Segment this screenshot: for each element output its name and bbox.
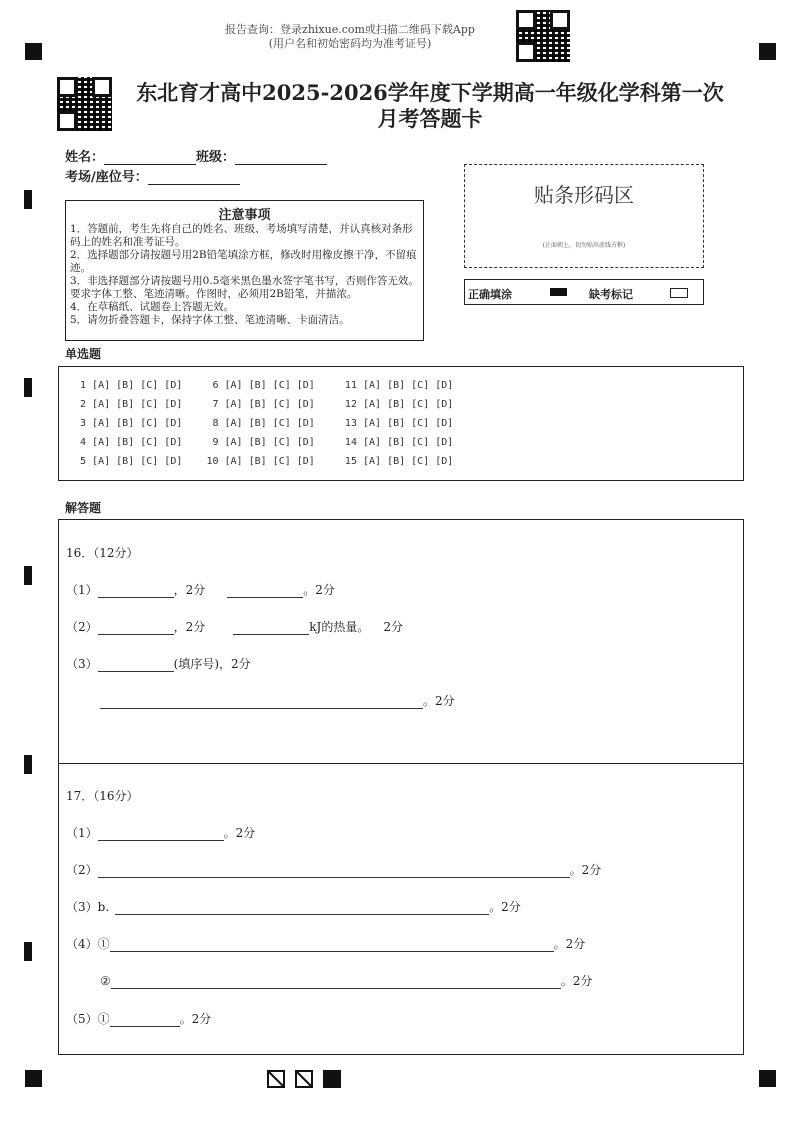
q16-p2-score1: ，2分: [173, 620, 206, 634]
q16-part3: [66, 655, 251, 672]
q17-p4-score2: 。2分: [560, 974, 593, 988]
class-label: 班级：: [196, 150, 236, 165]
notice-item: 4．在草稿纸、试题卷上答题无效。: [70, 301, 235, 313]
notice-title: 注意事项: [218, 208, 271, 223]
q17-p3-score: 。2分: [489, 900, 521, 914]
barcode-title: 贴条形码区: [534, 183, 634, 207]
correct-fill-sample-icon: [550, 288, 567, 296]
q16-heading: 16．（12分）: [66, 546, 139, 560]
q17-p1-score: 。2分: [223, 826, 256, 840]
page-mark-filled-icon: [323, 1070, 341, 1088]
q16-p2-score2: 2分: [383, 620, 404, 634]
q17-p3-blank[interactable]: [115, 902, 489, 915]
q16-p2-unit: kJ的热量。: [309, 620, 370, 634]
q17-p4-choice2: ②: [100, 974, 111, 988]
app-qr-code-icon: [516, 10, 570, 62]
q16-p1-score1: ，2分: [173, 583, 206, 597]
q17-p1-blank[interactable]: [98, 828, 224, 841]
corner-mark-bottom-right: [759, 1070, 776, 1087]
name-label: 姓名：: [65, 150, 105, 165]
mc-row[interactable]: 1 [A] [B] [C] [D] 6 [A] [B] [C] [D] 11 [A] [B] [C] [D]: [74, 380, 454, 391]
mc-row[interactable]: 3 [A] [B] [C] [D] 8 [A] [B] [C] [D] 13 [A] [B] [C] [D]: [74, 418, 454, 429]
q17-p3-label: （3）: [66, 900, 98, 914]
corner-mark-top-right: [759, 43, 776, 60]
q17-heading: 17．（16分）: [66, 789, 139, 803]
barcode-note: (正面朝上，切勿贴出虚线方框): [542, 242, 626, 249]
barcode-area: [464, 164, 704, 268]
notice-item: 3．非选择题部分请按题号用0.5毫米黑色墨水签字笔书写，否则作答无效。要求字体工整、笔迹清晰。作图时，必须用2B铅笔，并描浓。: [70, 275, 419, 300]
q16-part2: [66, 618, 403, 635]
q17-p5-blank[interactable]: [110, 1014, 180, 1027]
answer-section-title: 解答题: [65, 501, 102, 515]
notice-item: 5．请勿折叠答题卡，保持字体工整、笔迹清晰、卡面清洁。: [70, 314, 350, 326]
timing-mark: [24, 942, 32, 961]
q16-p3-blank2[interactable]: [100, 696, 423, 709]
q16-p3-score2: 。2分: [423, 694, 455, 708]
q16-part1: [66, 581, 335, 598]
notice-box: [65, 200, 424, 341]
q16-p1-label: （1）: [66, 583, 98, 597]
absent-mark-box[interactable]: [670, 288, 688, 298]
q17-p5-choice1: ①: [97, 1012, 110, 1026]
correct-fill-label: 正确填涂: [468, 288, 512, 301]
seat-label: 考场/座位号：: [65, 170, 148, 185]
absent-mark-label: 缺考标记: [589, 288, 633, 301]
page-mark-icon: [267, 1070, 285, 1088]
mc-row[interactable]: 4 [A] [B] [C] [D] 9 [A] [B] [C] [D] 14 [A] [B] [C] [D]: [74, 437, 454, 448]
q17-part3: [66, 898, 521, 915]
page-title: [120, 80, 740, 132]
report-query-line2: (用户名和初始密码均为准考证号): [268, 37, 432, 50]
q17-p4-blank1[interactable]: [110, 939, 554, 952]
corner-mark-top-left: [25, 43, 42, 60]
q16-p3-label: （3）: [66, 657, 98, 671]
q16-p2-label: （2）: [66, 620, 98, 634]
q17-p4-choice1: ①: [97, 937, 110, 951]
timing-mark: [24, 190, 32, 209]
timing-mark: [24, 378, 32, 397]
q17-p4-label: （4）: [66, 937, 98, 951]
class-field[interactable]: [235, 150, 327, 165]
q17-part4: [66, 935, 585, 952]
q17-p5-label: （5）: [66, 1012, 98, 1026]
mc-section-title: 单选题: [65, 347, 102, 361]
notice-item: 1．答题前，考生先将自己的姓名、班级、考场填写清楚，并认真核对条形码上的姓名和准考证号。: [70, 223, 413, 248]
notice-item: 2．选择题部分请按题号用2B铅笔填涂方框，修改时用橡皮擦干净，不留痕迹。: [70, 249, 417, 274]
q16-box: [58, 519, 744, 764]
q16-p1-blank1[interactable]: [98, 585, 174, 598]
q17-p2-score: 。2分: [569, 863, 602, 877]
q17-part5: [66, 1010, 211, 1027]
title-line1: 东北育才高中2025-2026学年度下学期高一年级化学科第一次: [136, 80, 724, 105]
q16-p3-blank1[interactable]: [98, 659, 174, 672]
q17-p4-blank2[interactable]: [111, 976, 561, 989]
mc-row[interactable]: 2 [A] [B] [C] [D] 7 [A] [B] [C] [D] 12 [A] [B] [C] [D]: [74, 399, 454, 410]
q17-p2-label: （2）: [66, 863, 98, 877]
name-field[interactable]: [104, 150, 196, 165]
page-mark-icon: [295, 1070, 313, 1088]
q17-p5-score: 。2分: [179, 1012, 212, 1026]
q16-p1-blank2[interactable]: [227, 585, 303, 598]
timing-mark: [24, 755, 32, 774]
mc-row[interactable]: 5 [A] [B] [C] [D] 10 [A] [B] [C] [D] 15 [A] [B] [C] [D]: [74, 456, 454, 467]
student-info: [65, 146, 327, 186]
report-query-line1: 报告查询：登录zhixue.com或扫描二维码下载App: [225, 23, 475, 36]
q16-part3-line2: [100, 692, 455, 709]
fill-legend: [464, 279, 704, 305]
q17-p3-prefix: b.: [97, 900, 110, 914]
timing-mark: [24, 566, 32, 585]
report-query-note: [180, 23, 520, 51]
q17-p2-blank[interactable]: [98, 865, 570, 878]
q16-p2-blank1[interactable]: [98, 622, 174, 635]
seat-field[interactable]: [148, 170, 240, 185]
corner-mark-bottom-left: [25, 1070, 42, 1087]
q16-p3-score1: (填序号)，2分: [173, 657, 251, 671]
title-line2: 月考答题卡: [377, 106, 483, 131]
q17-p4-score1: 。2分: [553, 937, 586, 951]
q17-part2: [66, 861, 601, 878]
q16-p2-blank2[interactable]: [233, 622, 309, 635]
q16-p1-score2: 。2分: [303, 583, 335, 597]
q17-p1-label: （1）: [66, 826, 98, 840]
q17-part1: [66, 824, 255, 841]
student-qr-code-icon: [57, 77, 112, 131]
q17-part4-line2: [100, 972, 592, 989]
